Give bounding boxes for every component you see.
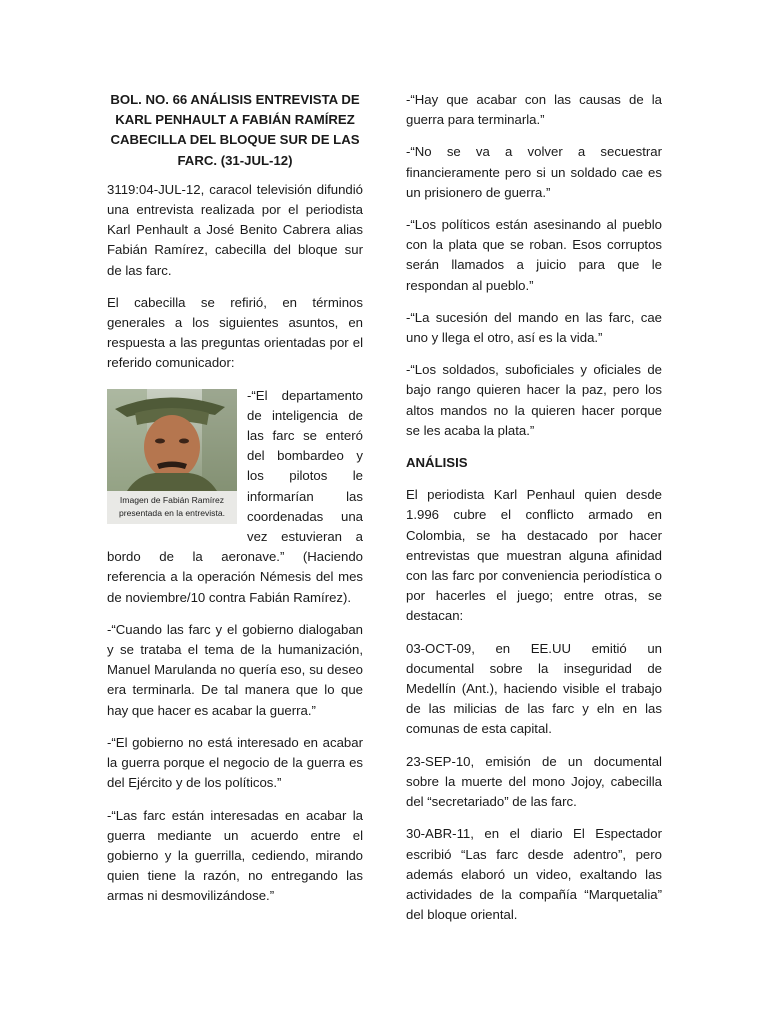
quote-paragraph: -“El departamento de inteligencia de las farc se enteró del bombardeo y los pilotos le informarían las coordenadas una vez estuvieran a bordo de la aeronave.” (Haciendo referencia a la operación Némesis del mes de noviembre/10 contra Fabián Ramírez).	[107, 387, 363, 605]
document-title: BOL. NO. 66 ANÁLISIS ENTREVISTA DE KARL PENHAULT A FABIÁN RAMÍREZ CABECILLA DEL BLOQUE SUR DE LAS FARC. (31-JUL-12)	[110, 92, 360, 168]
quote-paragraph: -“Las farc están interesadas en acabar la guerra mediante un acuerdo entre el gobierno y la guerrilla, cediendo, mirando quien tiene la razón, no entregando las armas ni desmovilizándose.”	[107, 807, 363, 904]
quote-paragraph: -“Los políticos están asesinando al pueblo con la plata que se roban. Esos corruptos serán llamados a juicio para que le respondan al pueblo.”	[406, 217, 662, 293]
analysis-paragraph: El periodista Karl Penhaul quien desde 1.996 cubre el conflicto armado en Colombia, se ha destacado por hacer entrevistas que muestran alguna afinidad con las farc por conveniencia periodística o por hacerles el juego; entre otras, se destacan:	[406, 487, 662, 624]
fabian-ramirez-photo	[107, 389, 237, 491]
interview-figure	[107, 389, 237, 524]
quote-paragraph: -“Cuando las farc y el gobierno dialogaban y se trataba el tema de la humanización, Manuel Marulanda no quería eso, su deseo era terminarla. De tal manera que lo que hay que hacer es acabar la guerra.”	[107, 621, 363, 718]
analysis-paragraph: 23-SEP-10, emisión de un documental sobre la muerte del mono Jojoy, cabecilla del “secretariado” de las farc.	[406, 753, 662, 810]
intro-paragraph: 3119:04-JUL-12, caracol televisión difundió una entrevista realizada por el periodista Karl Penhault a José Benito Cabrera alias Fabián Ramírez, cabecilla del bloque sur de las farc.	[107, 181, 363, 278]
analysis-paragraph: 30-ABR-11, en el diario El Espectador escribió “Las farc desde adentro”, pero además elaboró un video, exaltando las actividades de la compañía “Marquetalia” del bloque oriental.	[406, 826, 662, 923]
summary-paragraph: El cabecilla se refirió, en términos generales a los siguientes asuntos, en respuesta a las preguntas orientadas por el referido comunicador:	[107, 294, 363, 371]
analysis-paragraph: 03-OCT-09, en EE.UU emitió un documental sobre la inseguridad de Medellín (Ant.), haciendo visible el trabajo de las milicias de las farc y eln en las comunas de esta capital.	[406, 640, 662, 737]
analysis-heading: ANÁLISIS	[406, 455, 468, 471]
quote-paragraph: -“El gobierno no está interesado en acabar la guerra porque el negocio de la guerra es del Ejército y de los políticos.”	[107, 734, 363, 791]
figure-caption: Imagen de Fabián Ramírez presentada en la entrevista.	[118, 494, 226, 518]
right-column	[406, 90, 662, 937]
quote-paragraph: -“Hay que acabar con las causas de la guerra para terminarla.”	[406, 92, 662, 128]
quote-paragraph: -“No se va a volver a secuestrar financieramente pero si un soldado cae es un prisionero de guerra.”	[406, 144, 662, 200]
quote-paragraph: -“Los soldados, suboficiales y oficiales de bajo rango quieren hacer la paz, pero los altos mandos no la quieren hacer porque se les acaba la plata.”	[406, 362, 662, 438]
left-column	[107, 90, 363, 919]
quote-paragraph: -“La sucesión del mando en las farc, cae uno y llega el otro, así es la vida.”	[406, 309, 662, 346]
